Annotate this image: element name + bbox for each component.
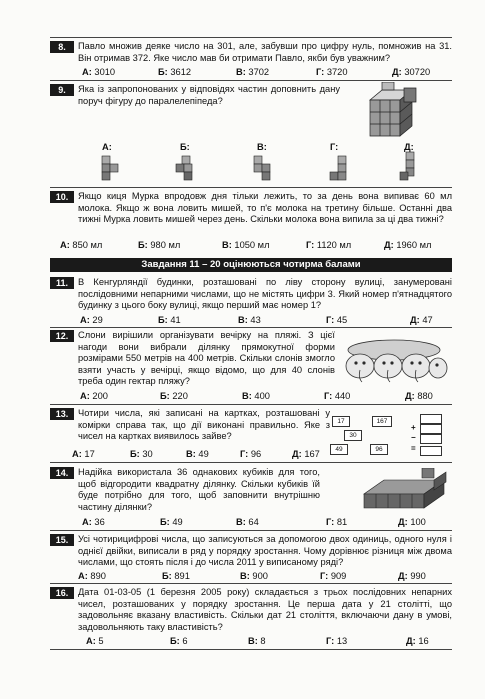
empty-cell [420,414,442,424]
number-card: 167 [372,416,392,427]
question-13 [50,408,330,443]
question-15 [50,534,452,569]
option-d[interactable]: Г: 440 [324,391,351,401]
option-d[interactable]: Г: 909 [320,571,347,581]
empty-cell [420,434,442,444]
section-banner: Завдання 11 – 20 оцінюються чотирма балами [50,258,452,272]
option-a[interactable]: А: 36 [82,517,105,527]
question-text: Надійка використала 36 однакових кубиків для того, щоб відгородити квадратну ділянку. Скільки кубиків їй буде потрібно для того, щоб заповнити внутрішню частину ділянки? [78,467,320,512]
option-e[interactable]: Д: 167 [292,449,320,459]
cube-fence-icon [360,468,452,512]
option-c[interactable]: В: [257,142,267,152]
option-a[interactable]: А: 200 [80,391,108,401]
option-d[interactable]: Г: 45 [326,315,348,325]
number-card: 96 [370,444,388,455]
option-c[interactable]: В: 43 [238,315,261,325]
cube-figure-icon [360,82,430,140]
option-e[interactable]: Д: 1960 мл [384,240,432,250]
equals-sign: = [411,444,416,453]
question-8 [50,41,452,64]
divider [50,80,452,81]
option-c[interactable]: В: 900 [240,571,268,581]
question-text: Павло множив деяке число на 301, але, забувши про цифру нуль, помножив на 31. Він отримав 372. Яке число мав би отримати Павло, якби був уважним? [78,41,452,63]
number-card: 17 [332,416,350,427]
question-number: 15. [50,534,74,546]
piece-d-icon [326,152,350,182]
option-c[interactable]: В: 49 [186,449,209,459]
question-11 [50,277,452,312]
option-e[interactable]: Д: 30720 [392,67,431,77]
option-d[interactable]: Г: [330,142,339,152]
option-a[interactable]: А: 3010 [82,67,116,77]
piece-c-icon [250,152,274,182]
option-e[interactable]: Д: 100 [398,517,426,527]
question-text: Слони вирішили організувати вечірку на пляжі. З цієї нагоди вони вибрали ділянку прямокутної форми розмірами 550 метрів на 400 метрів. Скільки слонів змогло взяти участь у вечірці, якщо відомо, що для 40 слонів треба один гектар пляжу? [78,330,335,387]
option-a[interactable]: А: 29 [80,315,103,325]
divider [50,187,452,188]
option-a[interactable]: А: [102,142,112,152]
question-number: 16. [50,587,74,599]
question-number: 10. [50,191,74,203]
option-b[interactable]: Б: 980 мл [138,240,181,250]
divider [50,327,452,328]
option-c[interactable]: В: 8 [248,636,266,646]
question-number: 14. [50,467,74,479]
option-b[interactable]: Б: 3612 [158,67,192,77]
question-text: Яка із запропонованих у відповідях частин доповнить дану поруч фігуру до паралелепіпеда? [78,84,340,106]
elephants-icon [340,336,448,388]
divider [50,37,452,38]
empty-cell [420,446,442,456]
option-b[interactable]: Б: 41 [158,315,181,325]
divider [50,583,452,584]
option-a[interactable]: А: 890 [78,571,106,581]
question-text: Дата 01-03-05 (1 березня 2005 року) складається з трьох послідовних непарних чисел, розташованих у порядку зростання. Це перша дата у 21 столітті, що задовольняє вказану властивість. Скільки дат 21 століття, включаючи дану в умові, задовольняють таку властивість? [78,587,452,632]
question-9 [50,84,340,107]
question-16 [50,587,452,633]
question-number: 11. [50,277,74,289]
option-b[interactable]: Б: 30 [130,449,153,459]
question-14 [50,467,320,513]
option-e[interactable]: Д: [404,142,414,152]
question-12 [50,330,335,388]
minus-sign: − [411,433,416,442]
divider [50,462,452,463]
question-number: 13. [50,408,74,420]
option-d[interactable]: Г: 96 [240,449,262,459]
option-d[interactable]: Г: 1120 мл [306,240,352,250]
piece-b-icon [174,152,200,182]
option-d[interactable]: Г: 81 [326,517,348,527]
divider [50,649,452,650]
number-card: 49 [330,444,348,455]
option-e[interactable]: Д: 880 [405,391,433,401]
option-e[interactable]: Д: 16 [406,636,429,646]
option-b[interactable]: Б: 6 [170,636,188,646]
option-e[interactable]: Д: 47 [410,315,433,325]
option-c[interactable]: В: 64 [236,517,259,527]
option-a[interactable]: А: 850 мл [60,240,103,250]
option-a[interactable]: А: 5 [86,636,104,646]
option-c[interactable]: В: 1050 мл [222,240,270,250]
question-text: В Кенгурляндії будинки, розташовані по ліву сторону вулиці, занумеровані послідовними непарними числами, що не містять цифри 3. Який номер п'ятнадцятого будинку з цього боку вулиці, якщо перший має номер 1? [78,277,452,311]
option-c[interactable]: В: 400 [242,391,270,401]
option-b[interactable]: Б: 49 [160,517,183,527]
option-b[interactable]: Б: [180,142,190,152]
empty-cell [420,424,442,434]
question-text: Якщо киця Мурка впродовж дня тільки лежить, то за день вона випиває 60 мл молока. Якщо ж вона ловить мишей, то п'є молока на третину більше. Останні два тижні Мурка ловить мишей через день. Скільки молока вона випила за ці два тижні? [78,191,452,225]
plus-sign: + [411,423,416,432]
option-b[interactable]: Б: 891 [162,571,190,581]
option-d[interactable]: Г: 13 [326,636,348,646]
piece-a-icon [98,152,122,182]
question-text: Усі чотирицифрові числа, що записуються за допомогою двох одиниць, одного нуля і однієї двійки, виписали в ряд у порядку зростання. Чому дорівнює різниця між двома числами, що стоять після і до числа 2011 у виписаному ряді? [78,534,452,568]
option-d[interactable]: Г: 3720 [316,67,348,77]
divider [50,530,452,531]
option-c[interactable]: В: 3702 [236,67,270,77]
question-text: Чотири числа, які записані на картках, розташовані у комірки справа так, що дії виконані правильно. Яке з чисел на картках виявилось зайве? [78,408,330,442]
divider [50,404,452,405]
piece-e-icon [398,150,422,182]
question-number: 8. [50,41,74,53]
option-e[interactable]: Д: 990 [398,571,426,581]
question-number: 9. [50,84,74,96]
option-a[interactable]: А: 17 [72,449,95,459]
question-10 [50,191,452,226]
number-card: 30 [344,430,362,441]
option-b[interactable]: Б: 220 [160,391,188,401]
question-number: 12. [50,330,74,342]
